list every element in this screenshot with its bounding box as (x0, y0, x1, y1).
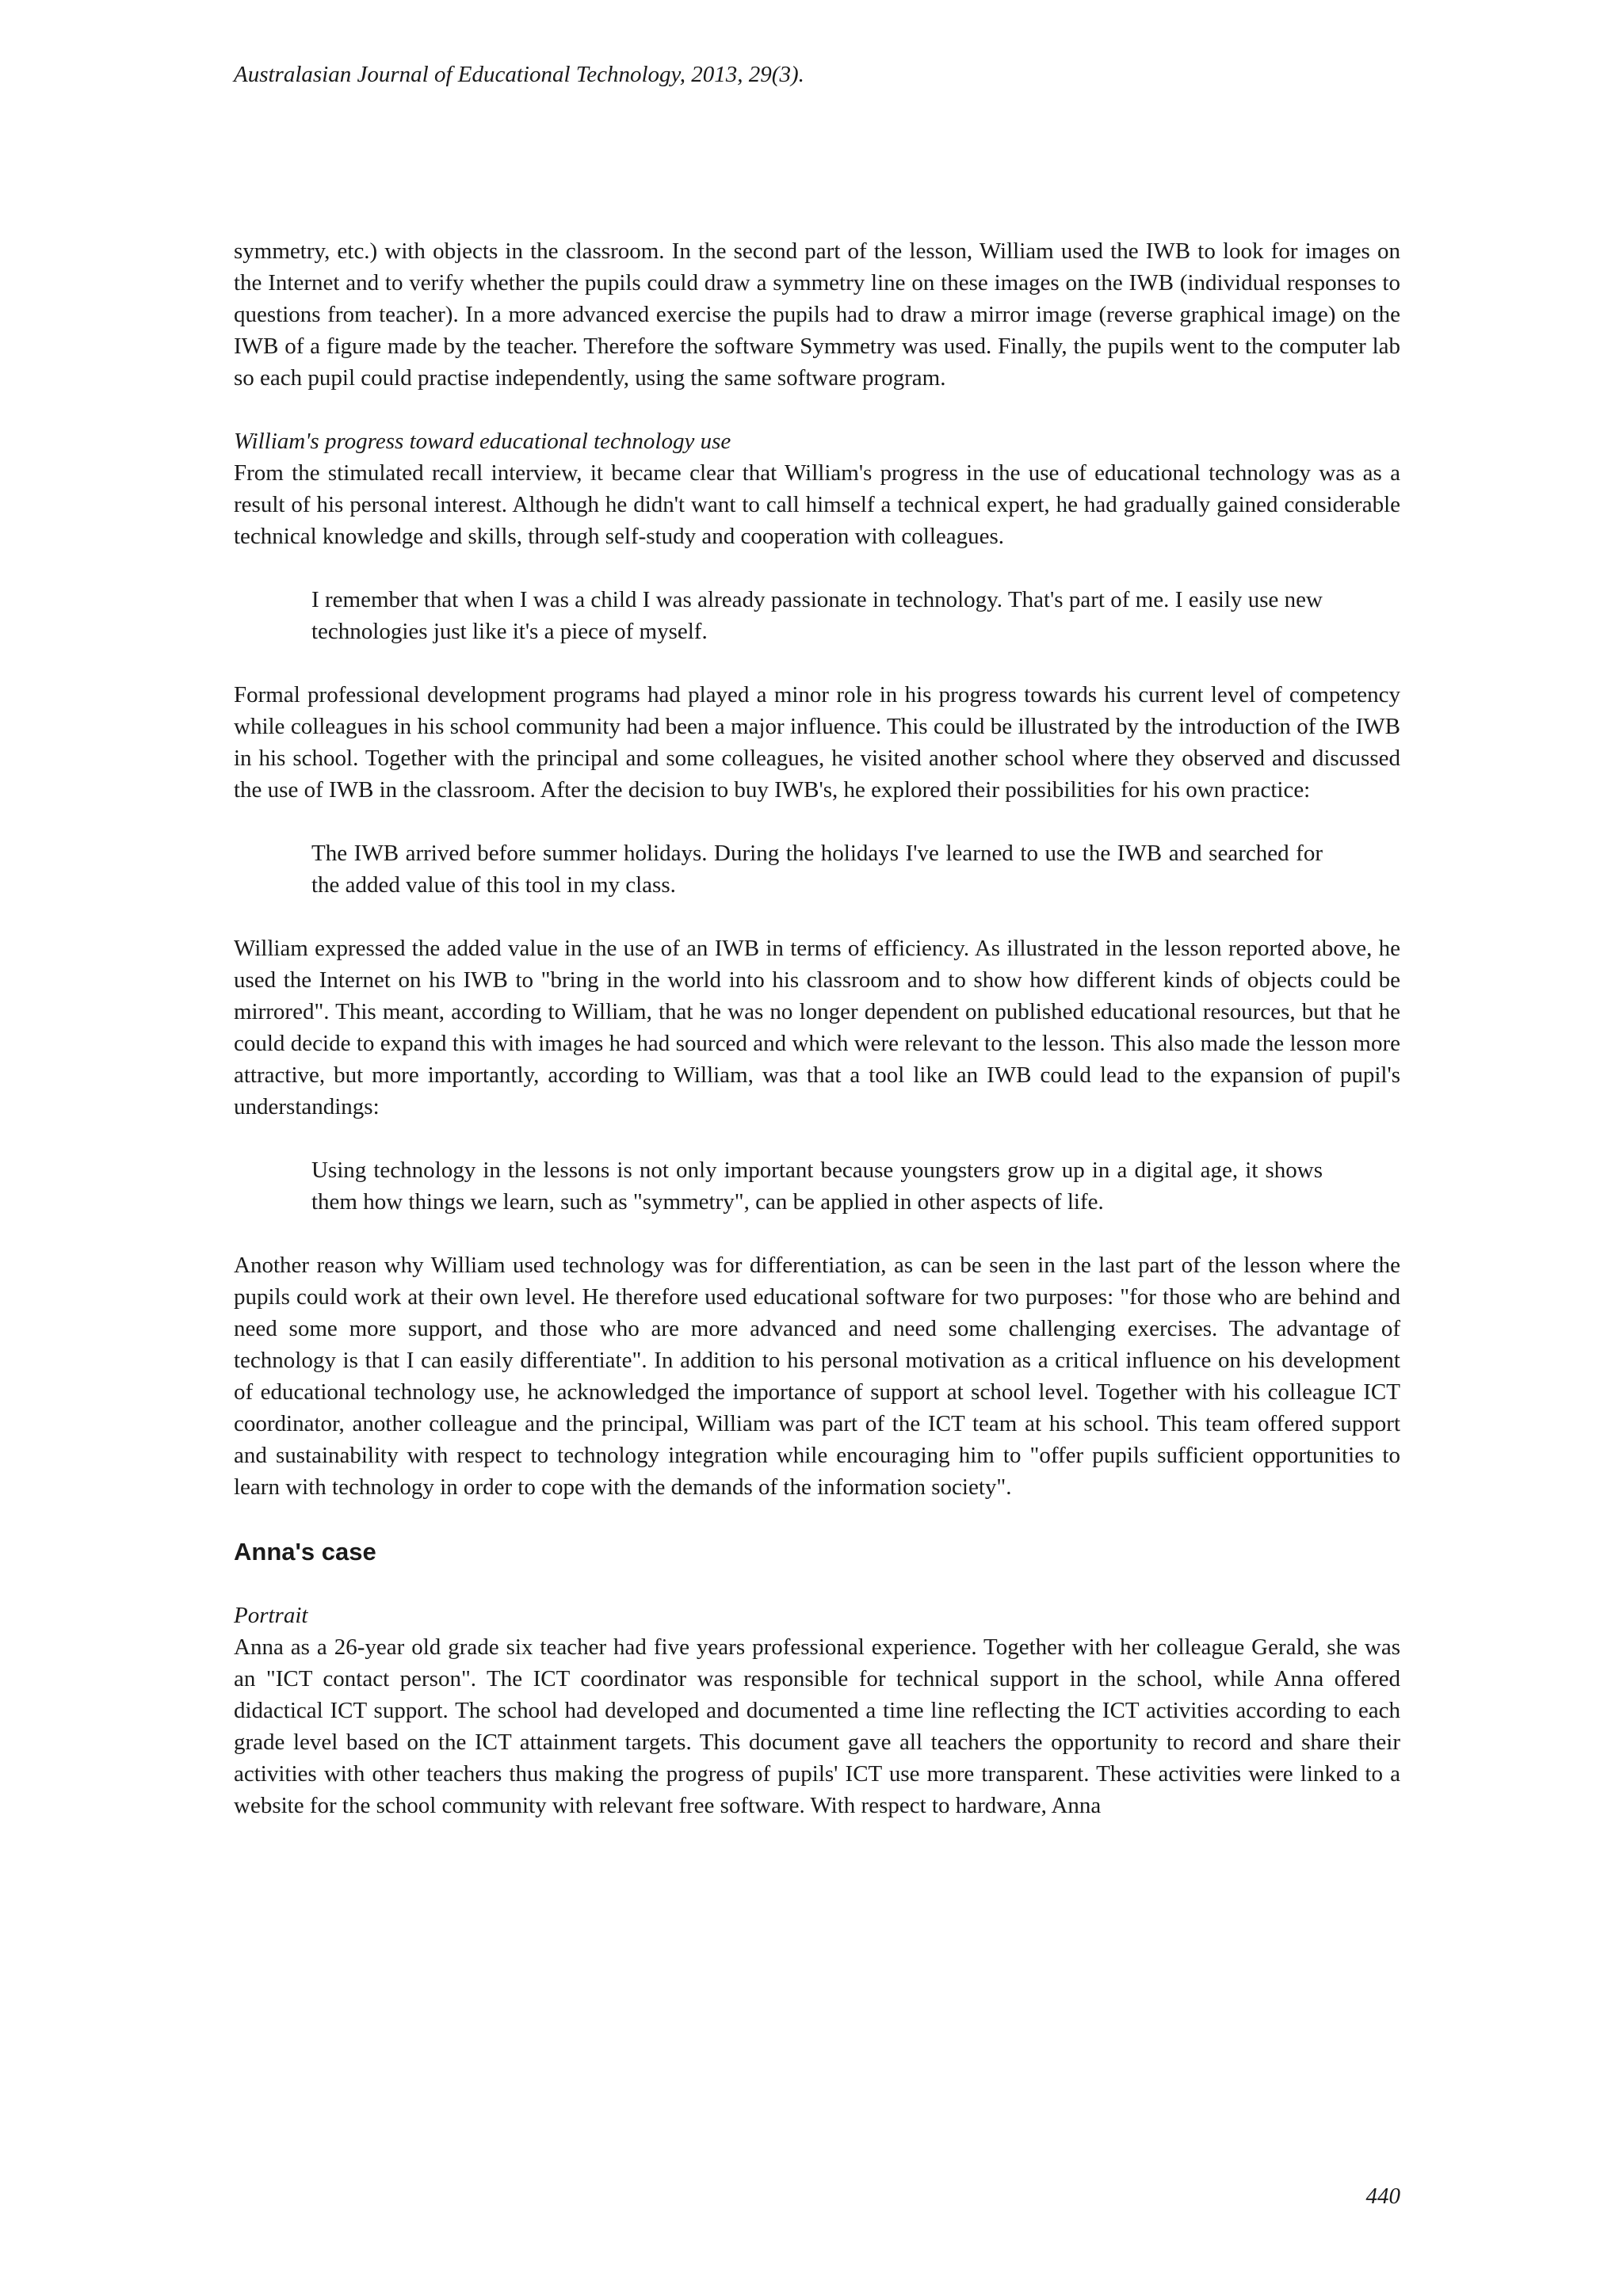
page-number: 440 (1365, 2183, 1400, 2209)
section-heading-annas-case: Anna's case (234, 1538, 376, 1566)
article-body (234, 235, 1400, 1821)
paragraph-added-value: William expressed the added value in the use of an IWB in terms of efficiency. As illustrated in the lesson reported above, he used the Internet on his IWB to "bring in the world into his classroom and to show how different kinds of objects could be mirrored". This meant, according to William, that he was no longer dependent on published educational resources, but that he could decide to expand this with images he had sourced and which were relevant to the lesson. This also made the lesson more attractive, but more importantly, according to William, was that a tool like an IWB could lead to the expansion of pupil's understandings: (234, 936, 1400, 1119)
subheading-williams-progress: William's progress toward educational technology use (234, 429, 731, 454)
paragraph-anna-portrait: Anna as a 26-year old grade six teacher had five years professional experience. Together with her colleague Gerald, she was an "ICT contact person". The ICT coordinator was responsible for technical support in the school, while Anna offered didactical ICT support. The school had developed and documented a time line reflecting the ICT activities according to each grade level based on the ICT attainment targets. This document gave all teachers the opportunity to record and share their activities with other teachers thus making the progress of pupils' ICT use more transparent. These activities were linked to a website for the school community with relevant free software. With respect to hardware, Anna (234, 1634, 1400, 1818)
paragraph-stimulated-recall: From the stimulated recall interview, it became clear that William's progress in the use of educational technology was as a result of his personal interest. Although he didn't want to call himself a technical expert, he had gradually gained considerable technical knowledge and skills, through self-study and cooperation with colleagues. (234, 460, 1400, 549)
quote-passionate-technology: I remember that when I was a child I was already passionate in technology. That's part of me. I easily use new technologies just like it's a piece of myself. (311, 587, 1323, 644)
quote-iwb-arrived: The IWB arrived before summer holidays. During the holidays I've learned to use the IWB and searched for the added value of this tool in my class. (311, 841, 1323, 898)
subheading-portrait: Portrait (234, 1603, 308, 1628)
paragraph-professional-development: Formal professional development programs had played a minor role in his progress towards his current level of competency while colleagues in his school community had been a major influence. This could be illustrated by the introduction of the IWB in his school. Together with the principal and some colleagues, he visited another school where they observed and discussed the use of IWB in the classroom. After the decision to buy IWB's, he explored their possibilities for his own practice: (234, 682, 1400, 803)
paragraph-lesson-continuation: symmetry, etc.) with objects in the classroom. In the second part of the lesson, William used the IWB to look for images on the Internet and to verify whether the pupils could draw a symmetry line on these images on the IWB (individual responses to questions from teacher). In a more advanced exercise the pupils had to draw a mirror image (reverse graphical image) on the IWB of a figure made by the teacher. Therefore the software Symmetry was used. Finally, the pupils went to the computer lab so each pupil could practise independently, using the same software program. (234, 238, 1400, 391)
paragraph-differentiation: Another reason why William used technology was for differentiation, as can be seen in the last part of the lesson where the pupils could work at their own level. He therefore used educational software for two purposes: "for those who are behind and need some more support, and those who are more advanced and need some challenging exercises. The advantage of technology is that I can easily differentiate". In addition to his personal motivation as a critical influence on his development of educational technology use, he acknowledged the importance of support at school level. Together with his colleague ICT coordinator, another colleague and the principal, William was part of the ICT team at his school. This team offered support and sustainability with respect to technology integration while encouraging him to "offer pupils sufficient opportunities to learn with technology in order to cope with the demands of the information society". (234, 1253, 1400, 1500)
running-head: Australasian Journal of Educational Technology, 2013, 29(3). (234, 62, 804, 87)
quote-digital-age: Using technology in the lessons is not only important because youngsters grow up in a digital age, it shows them how things we learn, such as "symmetry", can be applied in other aspects of life. (311, 1158, 1323, 1215)
